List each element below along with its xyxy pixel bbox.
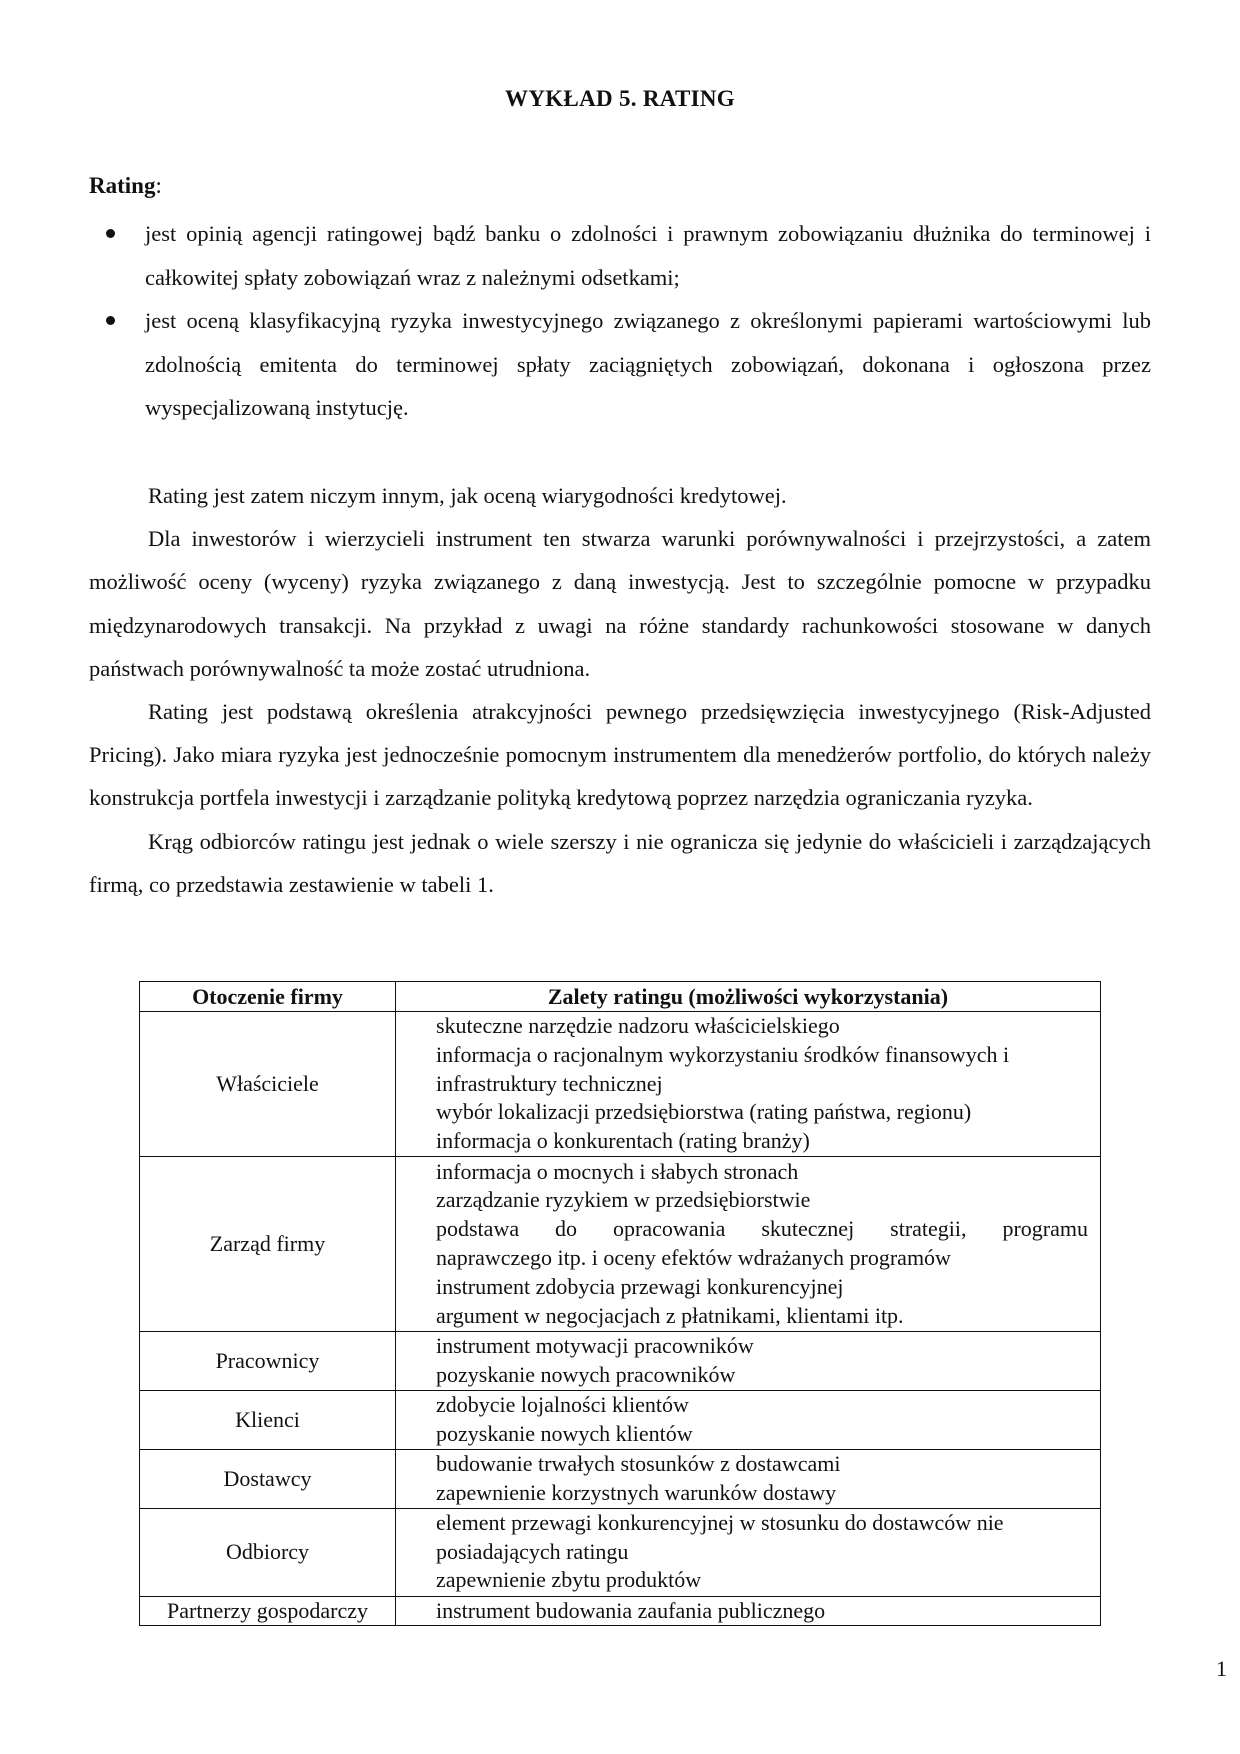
- definition-text: jest oceną klasyfikacyjną ryzyka inwestycyjnego związanego z określonymi papierami wartościowymi lub zdolnością emitenta do terminowej spłaty zaciągniętych zobowiązań, dokonana i ogłoszona przez wyspecjalizowaną instytucję.: [145, 308, 1151, 420]
- environment-cell: Właściciele: [140, 1012, 396, 1157]
- benefit-line: skuteczne narzędzie nadzoru właścicielskiego: [436, 1013, 840, 1038]
- definition-list: [89, 212, 1151, 430]
- paragraph: Krąg odbiorców ratingu jest jednak o wiele szerszy i nie ogranicza się jedynie do właścicieli i zarządzających firmą, co przedstawia zestawienie w tabeli 1.: [89, 828, 1151, 897]
- paragraph: Rating jest podstawą określenia atrakcyjności pewnego przedsięwzięcia inwestycyjnego (Risk-Adjusted Pricing). Jako miara ryzyka jest jednocześnie pomocnym instrumentem dla menedżerów portfolio, do których należy konstrukcja portfela inwestycji i zarządzanie polityką kredytową poprzez narzędzia ograniczania ryzyka.: [89, 699, 1151, 811]
- benefit-line: instrument budowania zaufania publicznego: [436, 1597, 826, 1623]
- benefits-cell: [396, 1449, 1101, 1508]
- column-header-environment: Otoczenie firmy: [140, 982, 396, 1012]
- environment-cell: Zarząd firmy: [140, 1156, 396, 1331]
- definition-item: [89, 299, 1151, 430]
- table-row: [140, 1156, 1101, 1331]
- table-header-row: [140, 982, 1101, 1012]
- benefit-line: pozyskanie nowych pracowników: [436, 1361, 736, 1387]
- document-title: WYKŁAD 5. RATING: [505, 86, 735, 111]
- benefit-line: zapewnienie zbytu produktów: [436, 1567, 702, 1593]
- benefits-cell: [396, 1012, 1101, 1157]
- section-heading: [89, 173, 162, 199]
- table-row: [140, 1012, 1101, 1157]
- environment-cell: Odbiorcy: [140, 1508, 396, 1596]
- benefit-line: pozyskanie nowych klientów: [436, 1420, 693, 1446]
- paragraph: Dla inwestorów i wierzycieli instrument ten stwarza warunki porównywalności i przejrzystości, a zatem możliwość oceny (wyceny) ryzyka związanego z daną inwestycją. Jest to szczególnie pomocne w przypadku międzynarodowych transakcji. Na przykład z uwagi na różne standardy rachunkowości stosowane w danych państwach porównywalność ta może zostać utrudniona.: [89, 526, 1151, 681]
- benefits-cell: [396, 1331, 1101, 1390]
- benefit-line: zdobycie lojalności klientów: [436, 1391, 689, 1417]
- benefit-line: zapewnienie korzystnych warunków dostawy: [436, 1479, 837, 1505]
- environment-cell: Partnerzy gospodarczy: [140, 1596, 396, 1626]
- section-heading-colon: :: [155, 173, 162, 198]
- paragraph: Rating jest zatem niczym innym, jak oceną wiarygodności kredytowej.: [148, 483, 787, 508]
- benefit-line: informacja o konkurentach (rating branży): [436, 1128, 810, 1154]
- benefit-line: informacja o racjonalnym wykorzystaniu środków finansowych i: [436, 1041, 1010, 1067]
- benefit-line: wybór lokalizacji przedsiębiorstwa (rating państwa, regionu): [436, 1099, 972, 1125]
- benefit-line: budowanie trwałych stosunków z dostawcami: [436, 1450, 841, 1476]
- benefit-line: infrastruktury technicznej: [436, 1070, 663, 1096]
- benefit-line: argument w negocjacjach z płatnikami, klientami itp.: [436, 1302, 904, 1328]
- body-text: [89, 474, 1151, 906]
- table-row: [140, 1390, 1101, 1449]
- benefit-line: instrument zdobycia przewagi konkurencyjnej: [436, 1273, 844, 1299]
- table-row: [140, 1508, 1101, 1596]
- table-row: [140, 1596, 1101, 1626]
- section-heading-text: Rating: [89, 173, 156, 198]
- environment-cell: Dostawcy: [140, 1449, 396, 1508]
- table-row: [140, 1331, 1101, 1390]
- benefits-cell: [396, 1508, 1101, 1596]
- benefit-line: element przewagi konkurencyjnej w stosunku do dostawców nie: [436, 1509, 1004, 1535]
- page-number: 1: [1216, 1656, 1227, 1681]
- environment-cell: Klienci: [140, 1390, 396, 1449]
- benefits-cell: [396, 1156, 1101, 1331]
- benefit-line: naprawczego itp. i oceny efektów wdrażanych programów: [436, 1244, 951, 1270]
- benefit-line: informacja o mocnych i słabych stronach: [436, 1158, 799, 1184]
- definition-text: jest opinią agencji ratingowej bądź banku o zdolności i prawnym zobowiązaniu dłużnika do terminowej i całkowitej spłaty zobowiązań wraz z należnymi odsetkami;: [145, 221, 1151, 290]
- bullet-icon: [106, 229, 115, 238]
- benefits-cell: [396, 1596, 1101, 1626]
- definition-item: [89, 212, 1151, 299]
- benefit-line: posiadających ratingu: [436, 1538, 629, 1564]
- benefit-line: podstawa do opracowania skutecznej strategii, programu: [436, 1216, 1088, 1242]
- environment-cell: Pracownicy: [140, 1331, 396, 1390]
- bullet-icon: [106, 316, 115, 325]
- benefit-line: zarządzanie ryzykiem w przedsiębiorstwie: [436, 1187, 811, 1213]
- table-row: [140, 1449, 1101, 1508]
- document-page: [89, 0, 1227, 1754]
- column-header-benefits: Zalety ratingu (możliwości wykorzystania): [396, 982, 1101, 1012]
- benefits-cell: [396, 1390, 1101, 1449]
- rating-benefits-table: [139, 981, 1101, 1626]
- benefit-line: instrument motywacji pracowników: [436, 1333, 754, 1359]
